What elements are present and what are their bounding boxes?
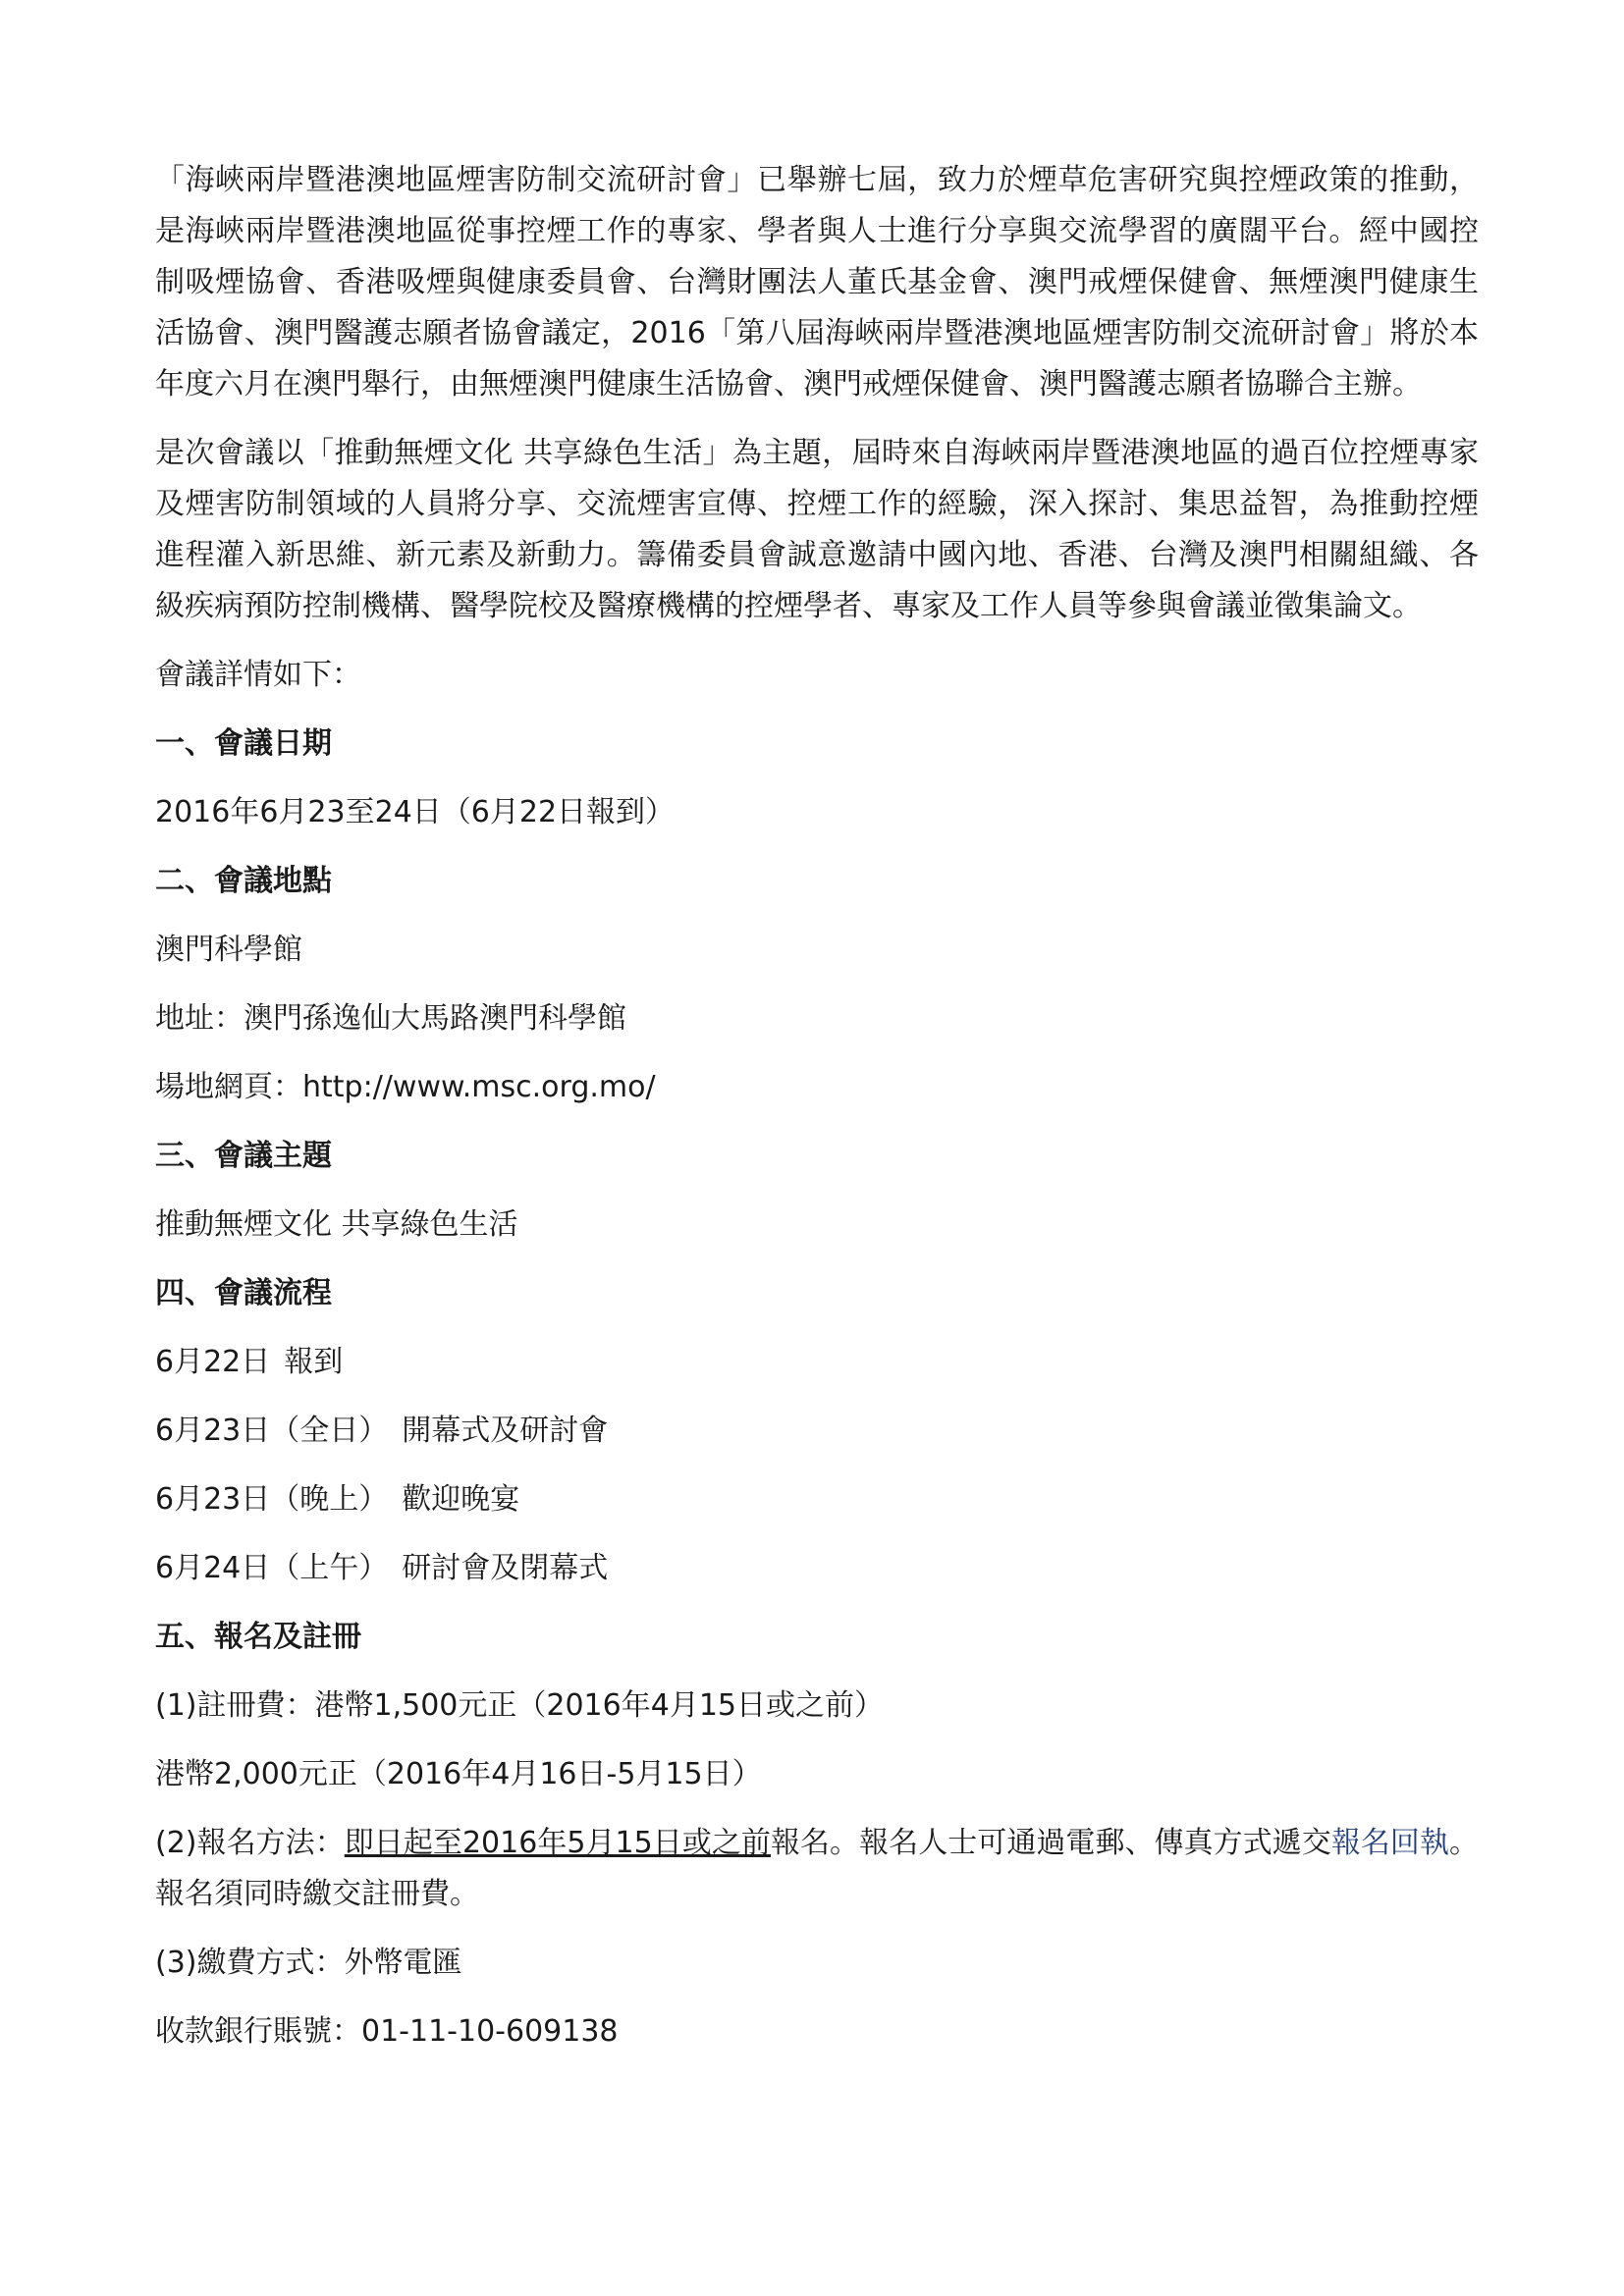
venue-website: 場地網頁：http://www.msc.org.mo/ bbox=[155, 1070, 656, 1104]
schedule-when: 6月24日（上午） bbox=[155, 1551, 389, 1585]
method-suffix: 。報名須同時繳交註冊費。 bbox=[155, 1826, 1480, 1911]
method-prefix: (2)報名方法： bbox=[155, 1826, 345, 1860]
intro-paragraph: 「海峽兩岸暨港澳地區煙害防制交流研討會」已舉辦七屆，致力於煙草危害研究與控煙政策的推動，是海峽兩岸暨港澳地區從事控煙工作的專家、學者與人士進行分享與交流學習的廣闊平台。經中國控制吸煙協會、香港吸煙與健康委員會、台灣財團法人董氏基金會、澳門戒煙保健會、無煙澳門健康生活協會、澳門醫護志願者協會議定，2016「第八屆海峽兩岸暨港澳地區煙害防制交流研討會」將於本年度六月在澳門舉行，由無煙澳門健康生活協會、澳門戒煙保健會、澳門醫護志願者協聯合主辦。 bbox=[155, 163, 1479, 401]
schedule-what: 歡迎晚宴 bbox=[402, 1482, 520, 1517]
venue-heading: 二、會議地點 bbox=[155, 864, 332, 898]
schedule-what: 報到 bbox=[284, 1345, 344, 1379]
venue-address: 地址：澳門孫逸仙大馬路澳門科學館 bbox=[155, 1001, 626, 1036]
schedule-when: 6月23日（晚上） bbox=[155, 1482, 389, 1517]
method-deadline: 即日起至2016年5月15日或之前 bbox=[344, 1826, 771, 1860]
schedule-what: 開幕式及研討會 bbox=[402, 1414, 609, 1448]
registration-method bbox=[155, 1818, 1479, 1920]
schedule-item bbox=[155, 1543, 1479, 1594]
schedule-item bbox=[155, 1406, 1479, 1457]
date-heading: 一、會議日期 bbox=[155, 726, 332, 761]
theme-text: 推動無煙文化 共享綠色生活 bbox=[155, 1207, 518, 1242]
registration-heading: 五、報名及註冊 bbox=[155, 1620, 361, 1654]
schedule-item bbox=[155, 1337, 1479, 1388]
date-text: 2016年6月23至24日（6月22日報到） bbox=[155, 795, 676, 829]
payment-method: (3)繳費方式：外幣電匯 bbox=[155, 1946, 462, 1980]
theme-heading: 三、會議主題 bbox=[155, 1139, 332, 1173]
venue-name: 澳門科學館 bbox=[155, 933, 302, 967]
registration-fee-early: (1)註冊費：港幣1,500元正（2016年4月15日或之前） bbox=[155, 1688, 884, 1723]
schedule-when: 6月23日（全日） bbox=[155, 1414, 389, 1448]
theme-paragraph: 是次會議以「推動無煙文化 共享綠色生活」為主題，屆時來自海峽兩岸暨港澳地區的過百位控煙專家及煙害防制領域的人員將分享、交流煙害宣傳、控煙工作的經驗，深入探討、集思益智，為推動控煙進程灌入新思維、新元素及新動力。籌備委員會誠意邀請中國內地、香港、台灣及澳門相關組織、各級疾病預防控制機構、醫學院校及醫療機構的控煙學者、專家及工作人員等參與會議並徵集論文。 bbox=[155, 436, 1479, 623]
details-intro: 會議詳情如下： bbox=[155, 658, 361, 692]
schedule-what: 研討會及閉幕式 bbox=[402, 1551, 609, 1585]
schedule-when: 6月22日 bbox=[155, 1345, 271, 1379]
method-mid: 報名。報名人士可通過電郵、傳真方式遞交 bbox=[770, 1826, 1331, 1860]
registration-form-link[interactable]: 報名回執 bbox=[1330, 1826, 1450, 1860]
bank-account: 收款銀行賬號：01-11-10-609138 bbox=[155, 2014, 619, 2049]
schedule-heading: 四、會議流程 bbox=[155, 1276, 332, 1310]
registration-fee-late: 港幣2,000元正（2016年4月16日-5月15日） bbox=[155, 1757, 762, 1791]
schedule-item bbox=[155, 1474, 1479, 1525]
